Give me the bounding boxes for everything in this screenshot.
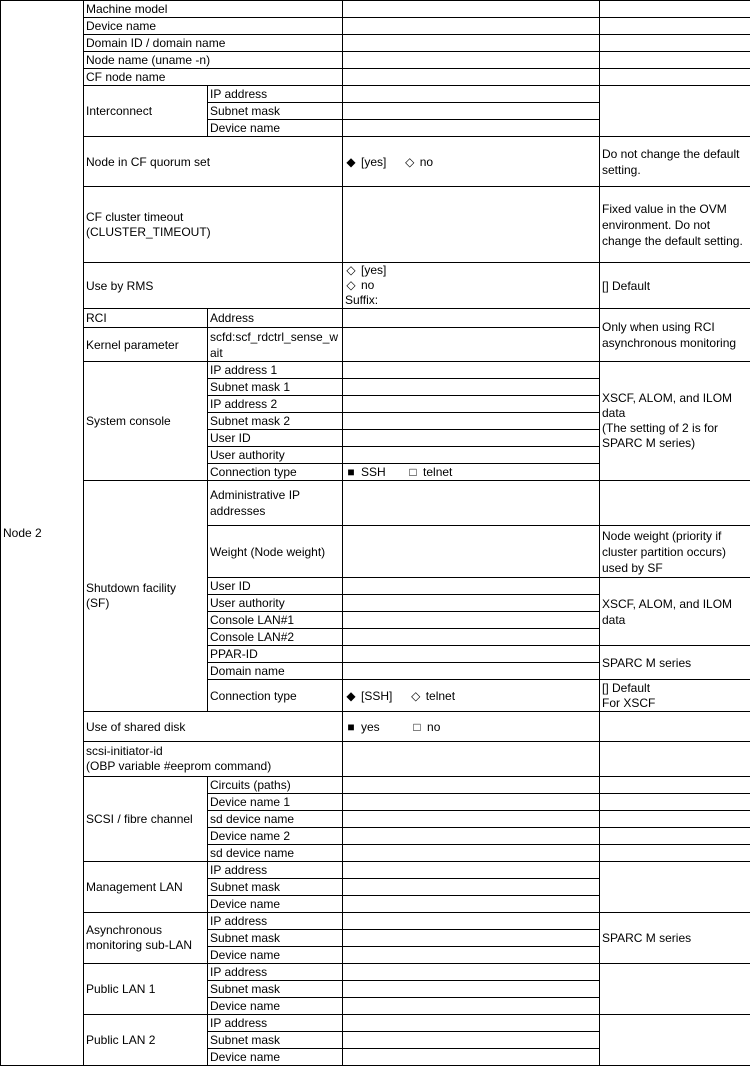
sf-authority-label: User authority [208, 595, 343, 612]
console-ip2-value[interactable] [343, 396, 600, 413]
sf-user-label: User ID [208, 578, 343, 595]
shared-disk-yes-option[interactable] [345, 719, 380, 735]
public-lan1-note [600, 964, 750, 1015]
public-lan1-mask-value[interactable] [343, 981, 600, 998]
scsi-circuits-value[interactable] [343, 777, 600, 794]
mgmt-lan-ip-value[interactable] [343, 862, 600, 879]
cf-timeout-label [84, 187, 343, 263]
node-name-value[interactable] [343, 52, 600, 69]
scsi-dev2-label: Device name 2 [208, 828, 343, 845]
scsi-circuits-note [600, 777, 750, 794]
sf-xscf-note: XSCF, ALOM, and ILOM data [600, 578, 750, 646]
interconnect-ip-value[interactable] [343, 86, 600, 103]
machine-model-note [600, 1, 750, 18]
interconnect-device-label: Device name [208, 120, 343, 137]
filled-diamond-icon: ◆ [345, 688, 357, 704]
kernel-param-label: Kernel parameter [84, 328, 208, 362]
async-lan-ip-value[interactable] [343, 913, 600, 930]
console-note-line1: XSCF, ALOM, and ILOM data [602, 391, 748, 421]
shared-disk-note [600, 712, 750, 742]
rci-address-value[interactable] [343, 309, 600, 328]
interconnect-mask-label: Subnet mask [208, 103, 343, 120]
mgmt-lan-device-value[interactable] [343, 896, 600, 913]
quorum-yes-option[interactable] [345, 154, 386, 170]
domain-id-value[interactable] [343, 35, 600, 52]
public-lan1-mask-label: Subnet mask [208, 981, 343, 998]
device-name-value[interactable] [343, 18, 600, 35]
sf-user-value[interactable] [343, 578, 600, 595]
sf-telnet-label: telnet [426, 689, 455, 703]
device-name-label: Device name [84, 18, 343, 35]
console-mask2-value[interactable] [343, 413, 600, 430]
rms-label: Use by RMS [84, 263, 343, 309]
sf-weight-value[interactable] [343, 526, 600, 578]
sf-telnet-option[interactable] [410, 688, 455, 704]
public-lan1-device-value[interactable] [343, 998, 600, 1015]
async-lan-mask-value[interactable] [343, 930, 600, 947]
console-mask1-label: Subnet mask 1 [208, 379, 343, 396]
scsi-id-label-line1: scsi-initiator-id [86, 744, 340, 759]
kernel-param-sub-label: scfd:scf_rdctrl_sense_wait [208, 328, 343, 362]
console-note [600, 362, 750, 481]
rms-no-label: no [361, 278, 374, 292]
sf-lan2-value[interactable] [343, 629, 600, 646]
sf-label [84, 481, 208, 712]
quorum-no-label: no [420, 155, 433, 169]
mgmt-lan-note [600, 862, 750, 913]
rci-address-label: Address [208, 309, 343, 328]
sf-domain-value[interactable] [343, 663, 600, 680]
sf-weight-note: Node weight (priority if cluster partition occurs) used by SF [600, 526, 750, 578]
sf-weight-label: Weight (Node weight) [208, 526, 343, 578]
public-lan2-note [600, 1015, 750, 1066]
rms-note: [] Default [600, 263, 750, 309]
sf-conn-label: Connection type [208, 680, 343, 712]
cf-timeout-label-line2: (CLUSTER_TIMEOUT) [86, 225, 340, 240]
cf-node-name-label: CF node name [84, 69, 343, 86]
hollow-diamond-icon: ◇ [345, 278, 357, 293]
console-conn-options [343, 464, 600, 481]
console-ip1-value[interactable] [343, 362, 600, 379]
public-lan2-ip-label: IP address [208, 1015, 343, 1032]
shared-disk-label: Use of shared disk [84, 712, 343, 742]
sf-conn-note-line2: For XSCF [602, 696, 748, 711]
scsi-sd2-note [600, 845, 750, 862]
public-lan1-label: Public LAN 1 [84, 964, 208, 1015]
sf-domain-label: Domain name [208, 663, 343, 680]
filled-square-icon: ■ [345, 719, 357, 735]
interconnect-mask-value[interactable] [343, 103, 600, 120]
scsi-sd2-value[interactable] [343, 845, 600, 862]
shared-disk-options [343, 712, 600, 742]
scsi-id-value[interactable] [343, 742, 600, 777]
cf-node-name-value[interactable] [343, 69, 600, 86]
scsi-id-label [84, 742, 343, 777]
mgmt-lan-label: Management LAN [84, 862, 208, 913]
shared-disk-no-label: no [427, 720, 440, 734]
hollow-diamond-icon: ◇ [410, 688, 422, 704]
sf-sparc-note: SPARC M series [600, 646, 750, 680]
rms-options [343, 263, 600, 309]
mgmt-lan-mask-value[interactable] [343, 879, 600, 896]
domain-id-label: Domain ID / domain name [84, 35, 343, 52]
interconnect-device-value[interactable] [343, 120, 600, 137]
async-lan-label-line2: monitoring sub-LAN [86, 938, 205, 953]
sf-ppar-value[interactable] [343, 646, 600, 663]
console-user-value[interactable] [343, 430, 600, 447]
mgmt-lan-ip-label: IP address [208, 862, 343, 879]
rms-yes-option[interactable] [345, 263, 597, 278]
scsi-sd1-label: sd device name [208, 811, 343, 828]
console-mask1-value[interactable] [343, 379, 600, 396]
scsi-dev1-value[interactable] [343, 794, 600, 811]
console-ip1-label: IP address 1 [208, 362, 343, 379]
scsi-id-label-line2: (OBP variable #eeprom command) [86, 759, 340, 774]
node-name-label: Node name (uname -n) [84, 52, 343, 69]
sf-admin-ip-note [600, 481, 750, 526]
public-lan2-mask-label: Subnet mask [208, 1032, 343, 1049]
mgmt-lan-mask-label: Subnet mask [208, 879, 343, 896]
console-user-label: User ID [208, 430, 343, 447]
sf-lan1-value[interactable] [343, 612, 600, 629]
public-lan2-ip-value[interactable] [343, 1015, 600, 1032]
async-lan-device-value[interactable] [343, 947, 600, 964]
sf-conn-note-line1: [] Default [602, 681, 748, 696]
hollow-diamond-icon: ◇ [345, 263, 357, 278]
hollow-square-icon: □ [407, 464, 419, 480]
system-console-label: System console [84, 362, 208, 481]
public-lan1-device-label: Device name [208, 998, 343, 1015]
console-ip2-label: IP address 2 [208, 396, 343, 413]
scsi-circuits-label: Circuits (paths) [208, 777, 343, 794]
sf-authority-value[interactable] [343, 595, 600, 612]
kernel-param-value[interactable] [343, 328, 600, 362]
scsi-id-note [600, 742, 750, 777]
async-lan-device-label: Device name [208, 947, 343, 964]
public-lan2-label: Public LAN 2 [84, 1015, 208, 1066]
quorum-no-option[interactable] [404, 154, 433, 170]
domain-id-note [600, 35, 750, 52]
hollow-square-icon: □ [411, 719, 423, 735]
async-lan-label [84, 913, 208, 964]
node-name-note [600, 52, 750, 69]
cf-timeout-value[interactable] [343, 187, 600, 263]
quorum-yes-label: [yes] [361, 155, 386, 169]
quorum-note: Do not change the default setting. [600, 137, 750, 187]
sf-conn-options [343, 680, 600, 712]
interconnect-ip-label: IP address [208, 86, 343, 103]
sf-label-line2: (SF) [86, 596, 205, 611]
scsi-sd1-value[interactable] [343, 811, 600, 828]
sf-lan2-label: Console LAN#2 [208, 629, 343, 646]
interconnect-label: Interconnect [84, 86, 208, 137]
public-lan1-ip-value[interactable] [343, 964, 600, 981]
scsi-dev1-label: Device name 1 [208, 794, 343, 811]
hollow-diamond-icon: ◇ [404, 154, 416, 170]
public-lan1-ip-label: IP address [208, 964, 343, 981]
shared-disk-no-option[interactable] [411, 719, 440, 735]
interconnect-note [600, 86, 750, 137]
console-authority-value[interactable] [343, 447, 600, 464]
filled-square-icon: ■ [345, 464, 357, 480]
rci-label: RCI [84, 309, 208, 328]
console-ssh-option[interactable] [345, 464, 386, 480]
sf-admin-ip-label: Administrative IP addresses [208, 481, 343, 526]
rms-suffix-label: Suffix: [345, 293, 597, 308]
async-lan-ip-label: IP address [208, 913, 343, 930]
node-label: Node 2 [1, 1, 84, 1066]
async-lan-note: SPARC M series [600, 913, 750, 964]
public-lan2-mask-value[interactable] [343, 1032, 600, 1049]
scsi-sd1-note [600, 811, 750, 828]
scsi-dev2-note [600, 828, 750, 845]
public-lan2-device-value[interactable] [343, 1049, 600, 1066]
sf-label-line1: Shutdown facility [86, 581, 205, 596]
console-telnet-label: telnet [423, 465, 452, 479]
sf-ssh-label: [SSH] [361, 689, 392, 703]
async-lan-mask-label: Subnet mask [208, 930, 343, 947]
console-conn-label: Connection type [208, 464, 343, 481]
sf-ssh-option[interactable] [345, 688, 392, 704]
device-name-note [600, 18, 750, 35]
scsi-dev2-value[interactable] [343, 828, 600, 845]
console-note-line2: (The setting of 2 is for SPARC M series) [602, 421, 748, 451]
console-ssh-label: SSH [361, 465, 386, 479]
cf-node-name-note [600, 69, 750, 86]
machine-model-label: Machine model [84, 1, 343, 18]
cf-timeout-note: Fixed value in the OVM environment. Do not change the default setting. [600, 187, 750, 263]
console-telnet-option[interactable] [407, 464, 452, 480]
quorum-options [343, 137, 600, 187]
scsi-sd2-label: sd device name [208, 845, 343, 862]
scsi-label: SCSI / fibre channel [84, 777, 208, 862]
cf-timeout-label-line1: CF cluster timeout [86, 210, 340, 225]
console-authority-label: User authority [208, 447, 343, 464]
sf-admin-ip-value[interactable] [343, 481, 600, 526]
machine-model-value[interactable] [343, 1, 600, 18]
sf-ppar-label: PPAR-ID [208, 646, 343, 663]
async-lan-label-line1: Asynchronous [86, 923, 205, 938]
mgmt-lan-device-label: Device name [208, 896, 343, 913]
sf-lan1-label: Console LAN#1 [208, 612, 343, 629]
console-mask2-label: Subnet mask 2 [208, 413, 343, 430]
sf-conn-note [600, 680, 750, 712]
shared-disk-yes-label: yes [361, 720, 380, 734]
quorum-label: Node in CF quorum set [84, 137, 343, 187]
public-lan2-device-label: Device name [208, 1049, 343, 1066]
rms-no-option[interactable] [345, 278, 597, 293]
rci-note: Only when using RCI asynchronous monitoring [600, 309, 750, 362]
scsi-dev1-note [600, 794, 750, 811]
rms-yes-label: [yes] [361, 263, 386, 277]
filled-diamond-icon: ◆ [345, 154, 357, 170]
